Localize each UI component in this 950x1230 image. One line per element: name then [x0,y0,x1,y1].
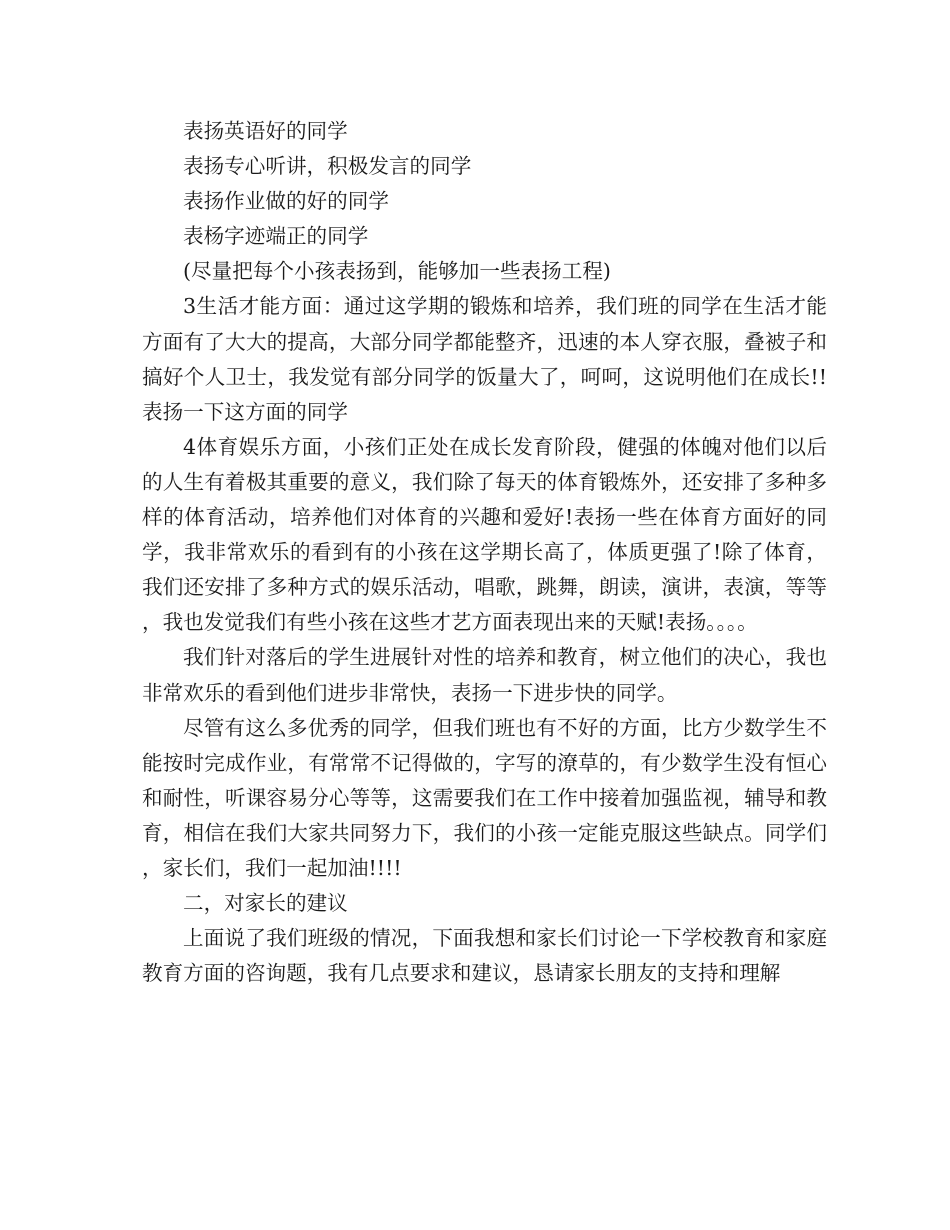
paragraph-shortcomings: 尽管有这么多优秀的同学，但我们班也有不好的方面，比方少数学生不能按时完成作业，有常常不记得做的，字写的潦草的，有少数学生没有恒心和耐性，听课容易分心等等，这需要我们在工作中接着加强监视，辅导和教育，相信在我们大家共同努力下，我们的小孩一定能克服这些缺点。同学们，家长们，我们一起加油!!!! [142,715,827,880]
document-body [142,114,827,991]
paragraph-life-skills: 3生活才能方面：通过这学期的锻炼和培养，我们班的同学在生活才能方面有了大大的提高，大部分同学都能整齐，迅速的本人穿衣服，叠被子和搞好个人卫士，我发觉有部分同学的饭量大了，呵呵，这说明他们在成长!!表扬一下这方面的同学 [142,294,827,424]
paragraph-praise-listening: 表扬专心听讲，积极发言的同学 [183,154,472,179]
paragraph-praise-note: (尽量把每个小孩表扬到，能够加一些表扬工程) [183,259,611,284]
paragraph-praise-english: 表扬英语好的同学 [183,119,348,143]
paragraph-parent-suggestions-intro: 上面说了我们班级的情况，下面我想和家长们讨论一下学校教育和家庭教育方面的咨询题，我有几点要求和建议，恳请家长朋友的支持和理解 [142,926,827,986]
section-heading-parent-suggestions: 二，对家长的建议 [183,891,348,916]
paragraph-lagging-students: 我们针对落后的学生进展针对性的培养和教育，树立他们的决心，我也非常欢乐的看到他们进步非常快，表扬一下进步快的同学。 [142,645,827,705]
paragraph-sports-entertainment: 4体育娱乐方面，小孩们正处在成长发育阶段，健强的体魄对他们以后的人生有着极其重要的意义，我们除了每天的体育锻炼外，还安排了多种多样的体育活动，培养他们对体育的兴趣和爱好!表扬一些在体育方面好的同学，我非常欢乐的看到有的小孩在这学期长高了，体质更强了!除了体育，我们还安排了多种方式的娱乐活动，唱歌，跳舞，朗读，演讲，表演，等等，我也发觉我们有些小孩在这些才艺方面表现出来的天赋!表扬。。。。 [142,434,827,635]
paragraph-praise-handwriting: 表杨字迹端正的同学 [183,224,369,249]
paragraph-praise-homework: 表扬作业做的好的同学 [183,189,389,214]
